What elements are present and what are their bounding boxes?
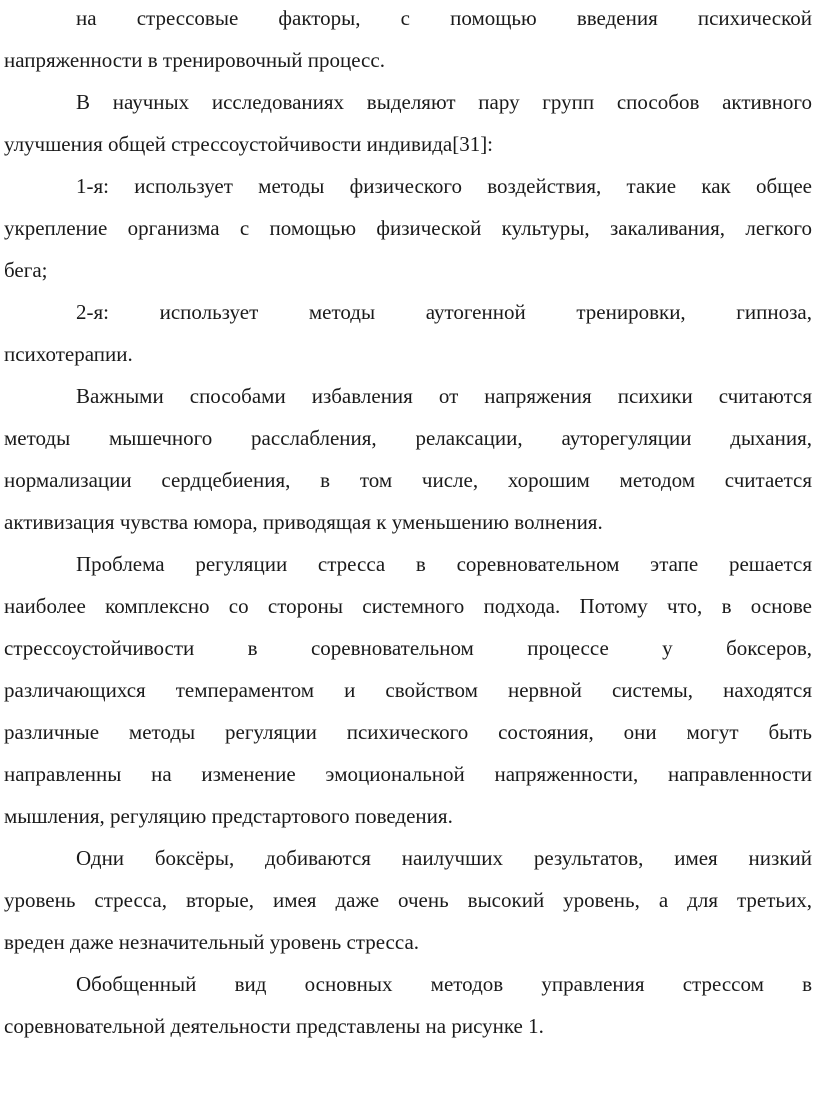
paragraph-line: Проблема регуляции стресса в соревновательном этапе решается — [76, 552, 812, 576]
paragraph-line: вреден даже незначительный уровень стресса. — [4, 930, 420, 954]
paragraph-line: 2-я: использует методы аутогенной тренировки, гипноза, — [76, 300, 812, 324]
paragraph-line: укрепление организма с помощью физической культуры, закаливания, легкого — [4, 216, 812, 240]
paragraph-line: Важными способами избавления от напряжения психики считаются — [76, 384, 812, 408]
paragraph-line: направленны на изменение эмоциональной напряженности, направленности — [4, 762, 812, 786]
paragraph-line: психотерапии. — [4, 342, 133, 366]
paragraph-line: стрессоустойчивости в соревновательном процессе у боксеров, — [4, 636, 812, 660]
paragraph-line: на стрессовые факторы, с помощью введения психической — [76, 6, 812, 30]
paragraph-line: напряженности в тренировочный процесс. — [4, 48, 385, 72]
paragraph-line: Одни боксёры, добиваются наилучших результатов, имея низкий — [76, 846, 812, 870]
paragraph-line: различные методы регуляции психического состояния, они могут быть — [4, 720, 812, 744]
paragraph-line: В научных исследованиях выделяют пару групп способов активного — [76, 90, 812, 114]
paragraph-line: методы мышечного расслабления, релаксации, ауторегуляции дыхания, — [4, 426, 812, 450]
paragraph-line: 1-я: использует методы физического воздействия, такие как общее — [76, 174, 812, 198]
paragraph-line: мышления, регуляцию предстартового поведения. — [4, 804, 453, 828]
paragraph-line: бега; — [4, 258, 48, 282]
paragraph-line: наиболее комплексно со стороны системного подхода. Потому что, в основе — [4, 594, 812, 618]
paragraph-line: Обобщенный вид основных методов управления стрессом в — [76, 972, 812, 996]
paragraph-line: улучшения общей стрессоустойчивости индивида[31]: — [4, 132, 494, 156]
paragraph-line: соревновательной деятельности представлены на рисунке 1. — [4, 1014, 544, 1038]
paragraph-line: уровень стресса, вторые, имея даже очень высокий уровень, а для третьих, — [4, 888, 812, 912]
paragraph-line: различающихся темпераментом и свойством нервной системы, находятся — [4, 678, 812, 702]
paragraph-line: активизация чувства юмора, приводящая к уменьшению волнения. — [4, 510, 603, 534]
paragraph-line: нормализации сердцебиения, в том числе, хорошим методом считается — [4, 468, 812, 492]
